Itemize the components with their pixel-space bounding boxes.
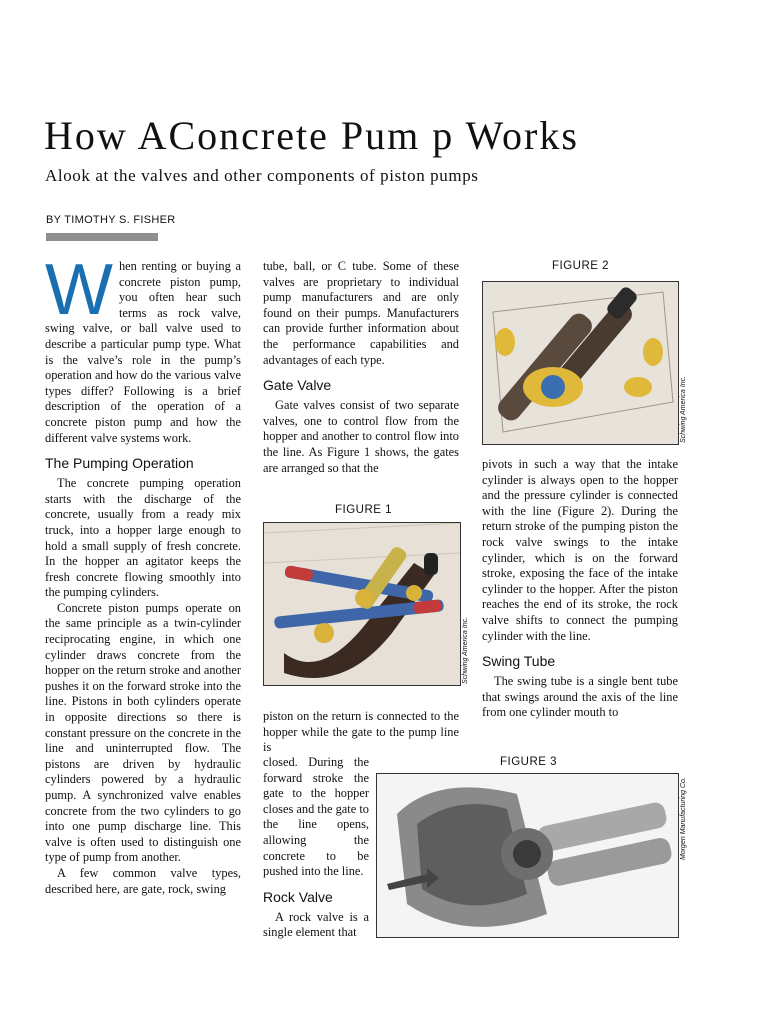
paragraph: A rock valve is a single element that [263, 909, 369, 940]
column-2 [263, 259, 459, 476]
paragraph: Gate valves consist of two separate valves, one to control flow from the hopper and another to control flow into the line. As Figure 1 shows, the gates are arranged so that the [263, 398, 459, 475]
figure-1-caption: FIGURE 1 [335, 504, 393, 516]
paragraph: Concrete piston pumps operate on the same principle as a twin-cylinder reciprocating engine, in which one cylinder draws concrete from the hopper on the return stroke and another pushes it on the forward stroke into the line. Pistons in both cylinders operate in opposite directions so there is constant pressure on the concrete in the line and uninterrupted flow. The pistons are driven by hydraulic cylinders powered by a hydraulic pump. A synchronized valve enables concrete from the two cylinders to go into one pump discharge line. This valve is often used to distinguish one type of pump from another. [45, 600, 241, 865]
section-heading-gate-valve: Gate Valve [263, 377, 332, 394]
article-subtitle: Alook at the valves and other components of piston pumps [45, 166, 479, 185]
section-heading-swing-tube: Swing Tube [482, 653, 556, 670]
column-2-narrow [263, 755, 369, 941]
figure-2-image [482, 281, 679, 445]
intro-paragraph: hen renting or buying a concrete piston pump, you often hear such terms as rock valve, swing valve, or ball valve used to describe a particular pump type. What is the valve’s role in the pump’s operation and how do the various valve types differ? Following is a brief description of the operation of a concrete piston pump and how the different valve systems work. [45, 259, 241, 445]
byline: BY TIMOTHY S. FISHER [46, 214, 176, 226]
figure-2-credit: Schwing America Inc. [680, 375, 687, 443]
section-heading-pumping-operation: The Pumping Operation [45, 455, 194, 472]
column-3 [482, 457, 678, 721]
figure-3-credit: Morgen Manufacturing Co. [680, 777, 687, 860]
paragraph: pivots in such a way that the intake cylinder is always open to the hopper and the pressure cylinder is connected with the line (Figure 2). During the return stroke of the pumping piston the rock valve swings to the intake cylinder, which is on the forward stroke, exposing the face of the intake cylinder to the hopper. After the piston reaches the end of its stroke, the rock valve shifts to connect the pumping cylinder with the line. [482, 457, 678, 643]
paragraph: The concrete pumping operation starts with the discharge of the concrete, usually from a ready mix truck, into a hopper large enough to hold a small supply of fresh concrete. In the hopper an agitator keeps the fresh concrete flowing smoothly into the pumping cylinders. [45, 476, 241, 600]
figure-1-image [263, 522, 461, 686]
paragraph: A few common valve types, described here, are gate, rock, swing [45, 865, 241, 896]
figure-2-caption: FIGURE 2 [552, 260, 610, 272]
paragraph: piston on the return is connected to the hopper while the gate to the pump line is [263, 709, 459, 755]
drop-cap: W [45, 250, 113, 330]
paragraph: tube, ball, or C tube. Some of these valves are proprietary to individual pump manufacturers and are only found on their pumps. Manufacturers can provide further information about the performance capabilities and advantages of each type. [263, 259, 459, 367]
section-heading-rock-valve: Rock Valve [263, 888, 333, 905]
paragraph: The swing tube is a single bent tube that swings around the axis of the line from one cylinder mouth to [482, 674, 678, 720]
figure-3-caption: FIGURE 3 [500, 756, 558, 768]
article-title: How AConcrete Pum p Works [44, 113, 579, 158]
figure-1-credit: Schwing America Inc. [462, 616, 469, 684]
column-1 [45, 250, 241, 897]
byline-divider [46, 233, 158, 241]
paragraph: closed. During the forward stroke the gate to the hopper closes and the gate to the line opens, allowing the concrete to be pushed into the line. [263, 755, 369, 879]
column-2-continued [263, 709, 459, 756]
figure-3-image [376, 773, 679, 938]
